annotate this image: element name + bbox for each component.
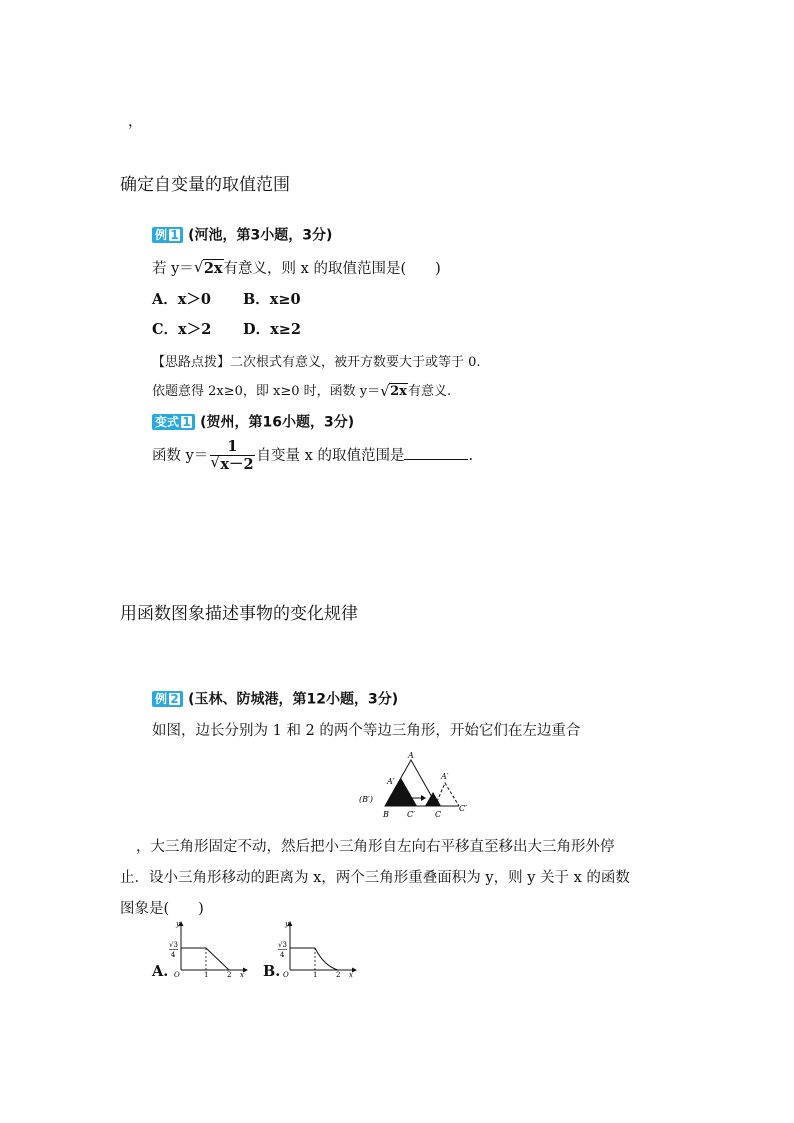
option-d: D．x≥2 [243,321,301,338]
x-axis-label: x [240,971,244,978]
hint-line-1: 【思路点拨】二次根式有意义，被开方数要大于或等于 0. [152,355,481,370]
label-a2: A′ [441,772,449,781]
x-tick-1: 1 [204,971,209,978]
label-c: C [435,810,442,819]
variant-1-header [152,411,354,432]
example-2-header [152,688,398,709]
y-tick-top: √3 [278,941,287,949]
example-badge: 例 1 [152,227,183,243]
example-2-line-2: ，大三角形固定不动，然后把小三角形自左向右平移直至移出大三角形外停 [136,839,615,855]
example-2-line-1: 如图，边长分别为 1 和 2 的两个等边三角形，开始它们在左边重合 [152,723,581,739]
stray-mark: ， [128,114,143,130]
option-c: C．x＞2 [152,321,212,338]
graph-option-b-label: B. [263,963,281,980]
example-2-line-4: 图象是( ) [120,901,204,917]
x-tick-2: 2 [227,971,232,978]
origin-label: O [174,971,180,978]
hint-line-2: 依题意得 2x≥0，即 x≥0 时，函数 y＝ √ 2x有意义. [152,382,452,400]
label-b: B [383,810,389,819]
fraction: 1 √ x－2 [210,438,254,473]
option-b: B．x≥0 [243,291,301,308]
graph-option-a-label: A. [152,963,169,980]
sqrt-expression: √ 2x [380,382,407,400]
example-badge: 例 2 [152,691,183,707]
y-tick-bottom: 4 [280,951,285,959]
origin-label: O [283,971,289,978]
graph-curve [181,948,229,970]
arrow-head [421,795,426,801]
triangle-figure [355,748,480,822]
label-c2: C′ [459,804,467,813]
x-axis-label: x [349,971,353,978]
variant-1-question: 函数 y＝ 1 √ x－2 自变量 x 的取值范围是 . [152,438,474,473]
example-source: (玉林、防城港，第12小题，3分) [188,691,399,708]
option-a: A．x＞0 [152,291,211,308]
y-axis-label: y [285,920,289,928]
example-1-question: 若 y＝ √ 2x有意义，则 x 的取值范围是( ) [152,258,441,277]
answer-blank [404,445,468,460]
graph-option-a [165,920,250,978]
x-tick-1: 1 [313,971,318,978]
y-tick-bottom: 4 [171,951,176,959]
section-heading-domain: 确定自变量的取值范围 [120,175,290,195]
graph-option-b [274,920,359,978]
label-a1: A′ [387,777,395,786]
variant-source: (贺州，第16小题，3分) [200,414,355,431]
graph-curve [290,948,338,970]
x-tick-2: 2 [336,971,341,978]
y-axis-label: y [176,920,180,928]
example-1-header [152,224,332,245]
variant-badge: 变式 1 [152,414,195,430]
example-source: (河池，第3小题，3分) [188,227,333,244]
label-c1: C′ [407,810,415,819]
section-heading-graph: 用函数图象描述事物的变化规律 [120,604,358,624]
label-a: A [408,751,414,760]
label-b1: (B′) [359,795,373,804]
example-2-line-3: 止．设小三角形移动的距离为 x，两个三角形重叠面积为 y，则 y 关于 x 的函数 [120,870,630,886]
sqrt-expression: √ 2x [193,258,223,277]
y-tick-top: √3 [169,941,178,949]
